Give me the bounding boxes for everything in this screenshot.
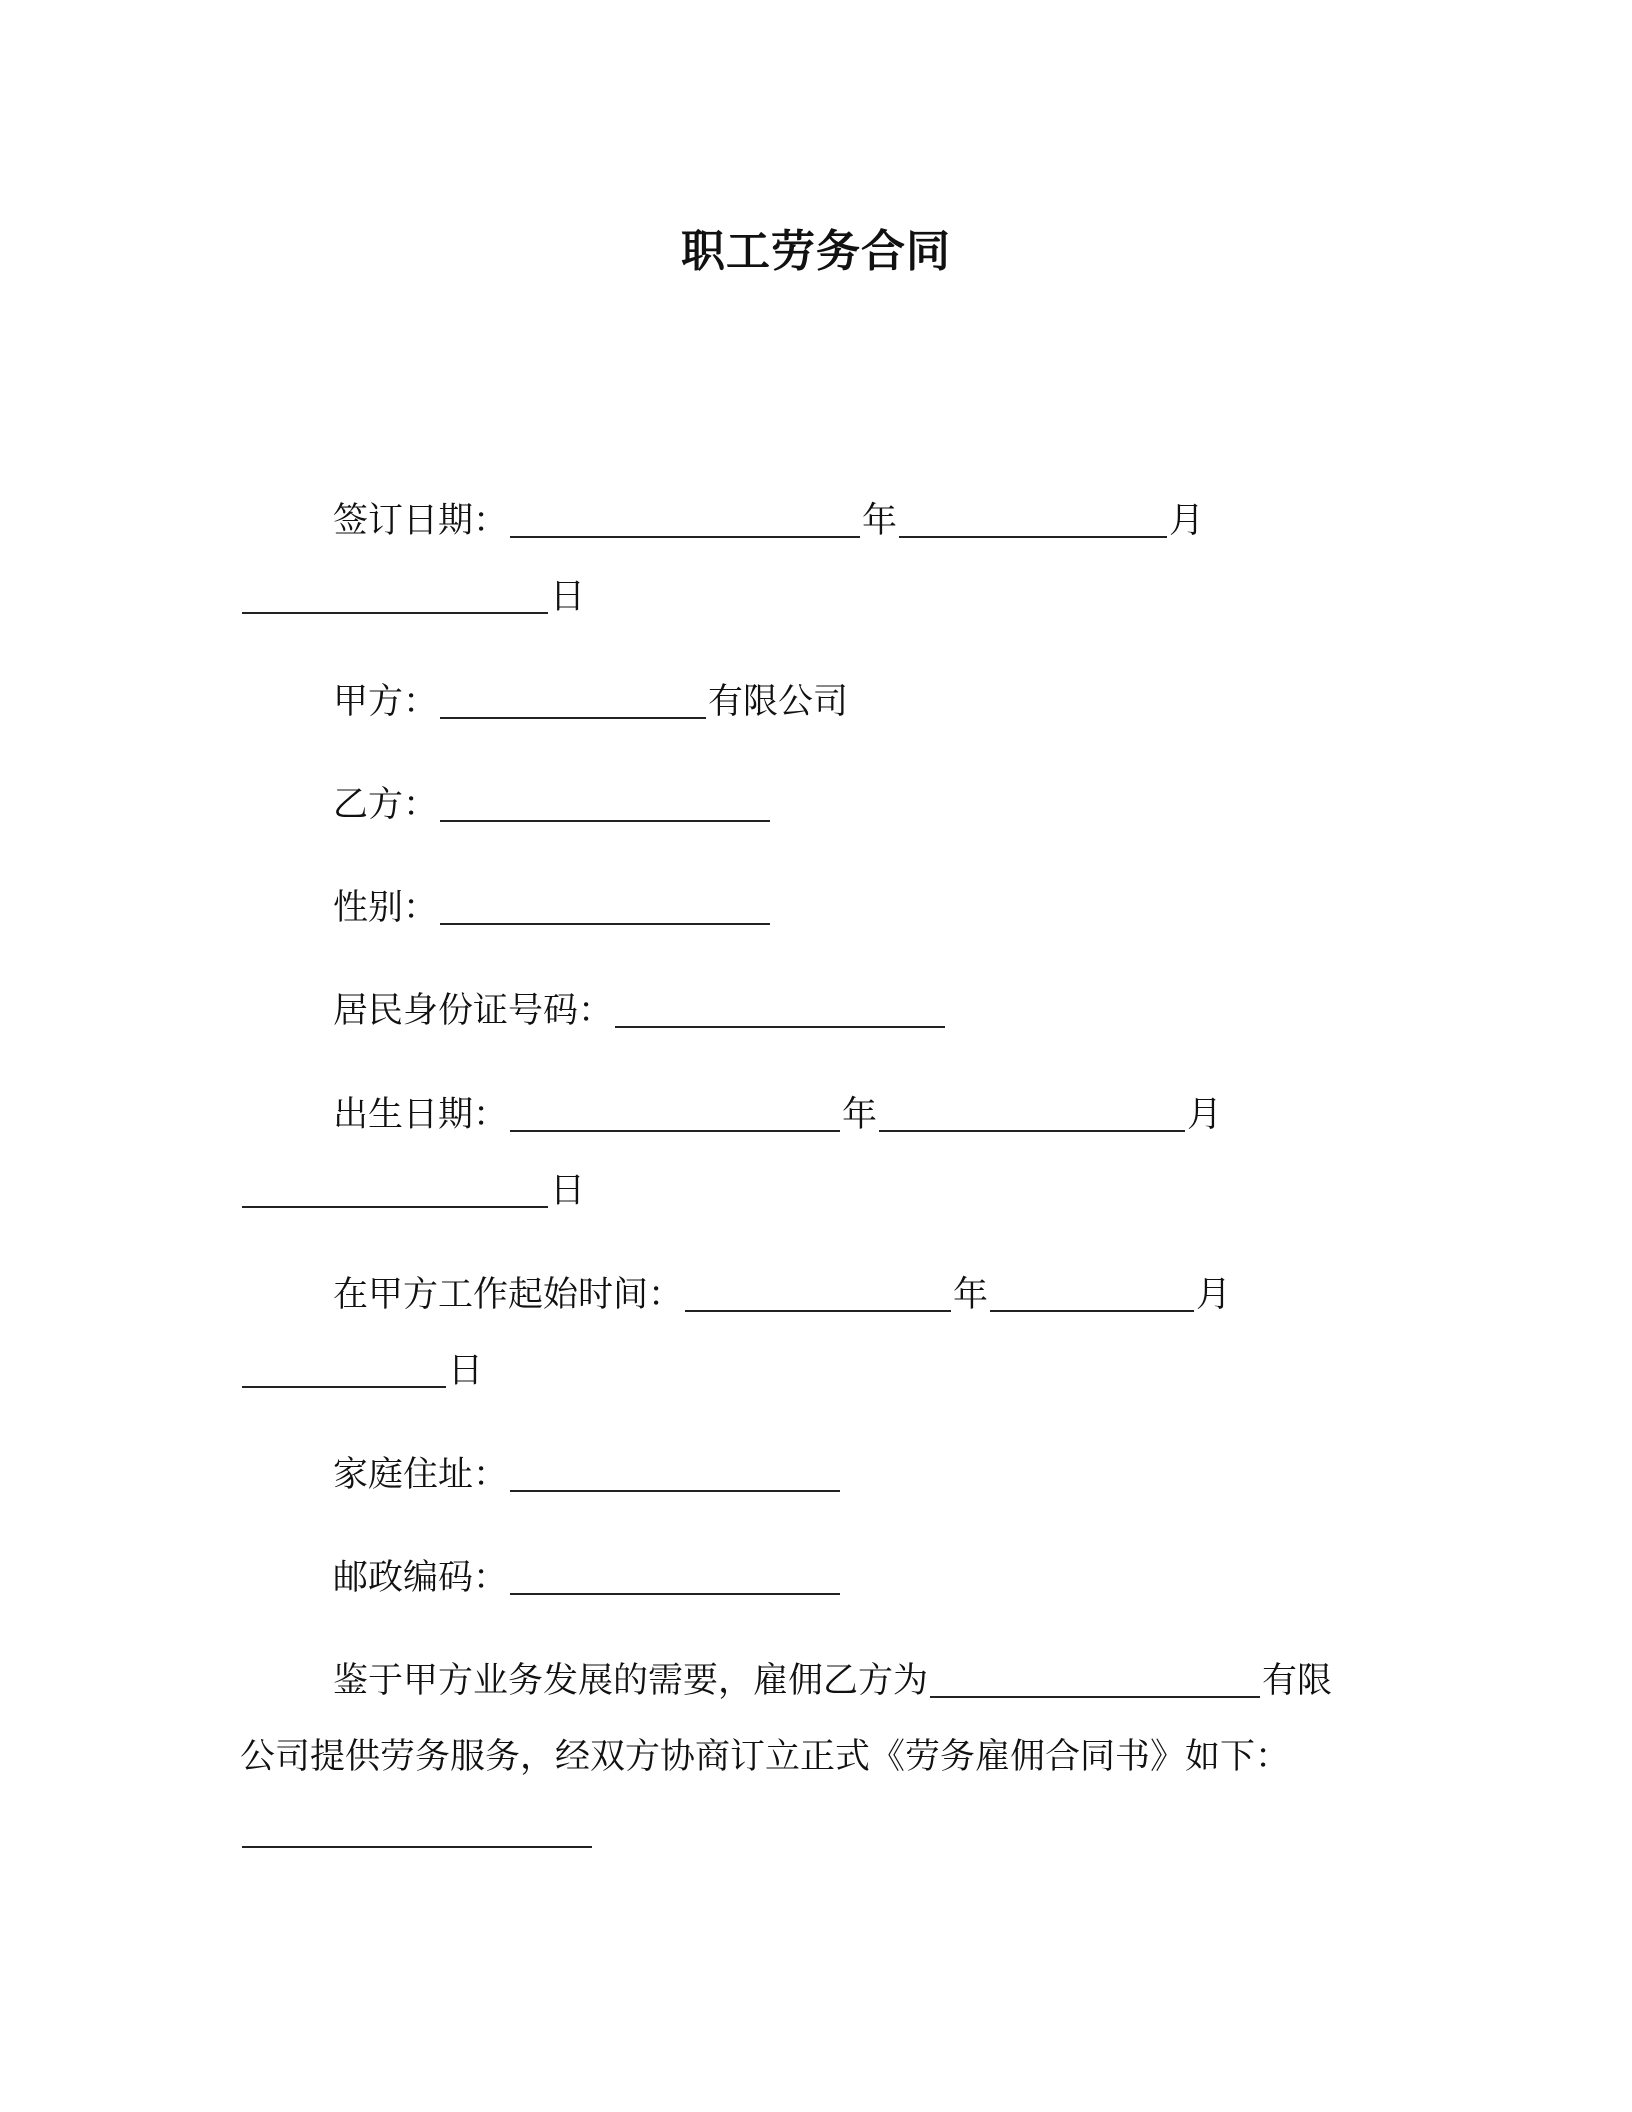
signing-date-line	[333, 496, 1204, 546]
month-label: 月	[1187, 1095, 1223, 1135]
gender-line	[333, 883, 772, 933]
party-a-label: 甲方：	[333, 682, 439, 722]
id-number-blank[interactable]	[615, 992, 945, 1028]
month-label: 月	[1196, 1275, 1232, 1315]
start-month-blank[interactable]	[990, 1276, 1194, 1312]
party-b-label: 乙方：	[333, 785, 439, 825]
home-address-blank[interactable]	[510, 1456, 840, 1492]
start-time-line-2	[240, 1346, 483, 1396]
preamble-line-2	[240, 1732, 1290, 1782]
birth-year-blank[interactable]	[510, 1096, 840, 1132]
start-time-line	[333, 1270, 1231, 1320]
home-address-label: 家庭住址：	[333, 1455, 509, 1495]
month-label: 月	[1169, 501, 1205, 541]
postal-code-blank[interactable]	[510, 1559, 840, 1595]
start-day-blank[interactable]	[242, 1352, 446, 1388]
gender-label: 性别：	[333, 888, 439, 928]
postal-code-line	[333, 1553, 842, 1603]
party-a-blank[interactable]	[440, 683, 706, 719]
company-blank[interactable]	[930, 1662, 1260, 1698]
preamble-text-3: 公司提供劳务服务，经双方协商订立正式《劳务雇佣合同书》如下：	[240, 1737, 1291, 1777]
preamble-text-2: 有限	[1262, 1661, 1333, 1701]
year-label: 年	[862, 501, 898, 541]
birth-date-label: 出生日期：	[333, 1095, 509, 1135]
start-time-label: 在甲方工作起始时间：	[333, 1275, 684, 1315]
signing-day-blank[interactable]	[242, 578, 548, 614]
birth-month-blank[interactable]	[879, 1096, 1185, 1132]
birth-day-blank[interactable]	[242, 1172, 548, 1208]
home-address-line	[333, 1450, 842, 1500]
day-label: 日	[448, 1351, 484, 1391]
signing-date-label: 签订日期：	[333, 501, 509, 541]
preamble-line-1	[333, 1656, 1332, 1706]
year-label: 年	[953, 1275, 989, 1315]
trailing-blank[interactable]	[242, 1812, 592, 1848]
postal-code-label: 邮政编码：	[333, 1558, 509, 1598]
day-label: 日	[550, 1171, 586, 1211]
year-label: 年	[842, 1095, 878, 1135]
party-a-suffix: 有限公司	[708, 682, 849, 722]
signing-date-line-2	[240, 572, 585, 622]
party-b-line	[333, 780, 772, 830]
gender-blank[interactable]	[440, 889, 770, 925]
day-label: 日	[550, 577, 586, 617]
party-b-blank[interactable]	[440, 786, 770, 822]
start-year-blank[interactable]	[685, 1276, 951, 1312]
birth-date-line	[333, 1090, 1222, 1140]
signing-month-blank[interactable]	[899, 502, 1167, 538]
document-title: 职工劳务合同	[681, 226, 951, 277]
preamble-text-1: 鉴于甲方业务发展的需要，雇佣乙方为	[333, 1661, 929, 1701]
birth-date-line-2	[240, 1166, 585, 1216]
party-a-line	[333, 677, 848, 727]
signing-year-blank[interactable]	[510, 502, 860, 538]
id-number-line	[333, 986, 947, 1036]
id-number-label: 居民身份证号码：	[333, 991, 614, 1031]
preamble-line-3	[240, 1812, 594, 1856]
